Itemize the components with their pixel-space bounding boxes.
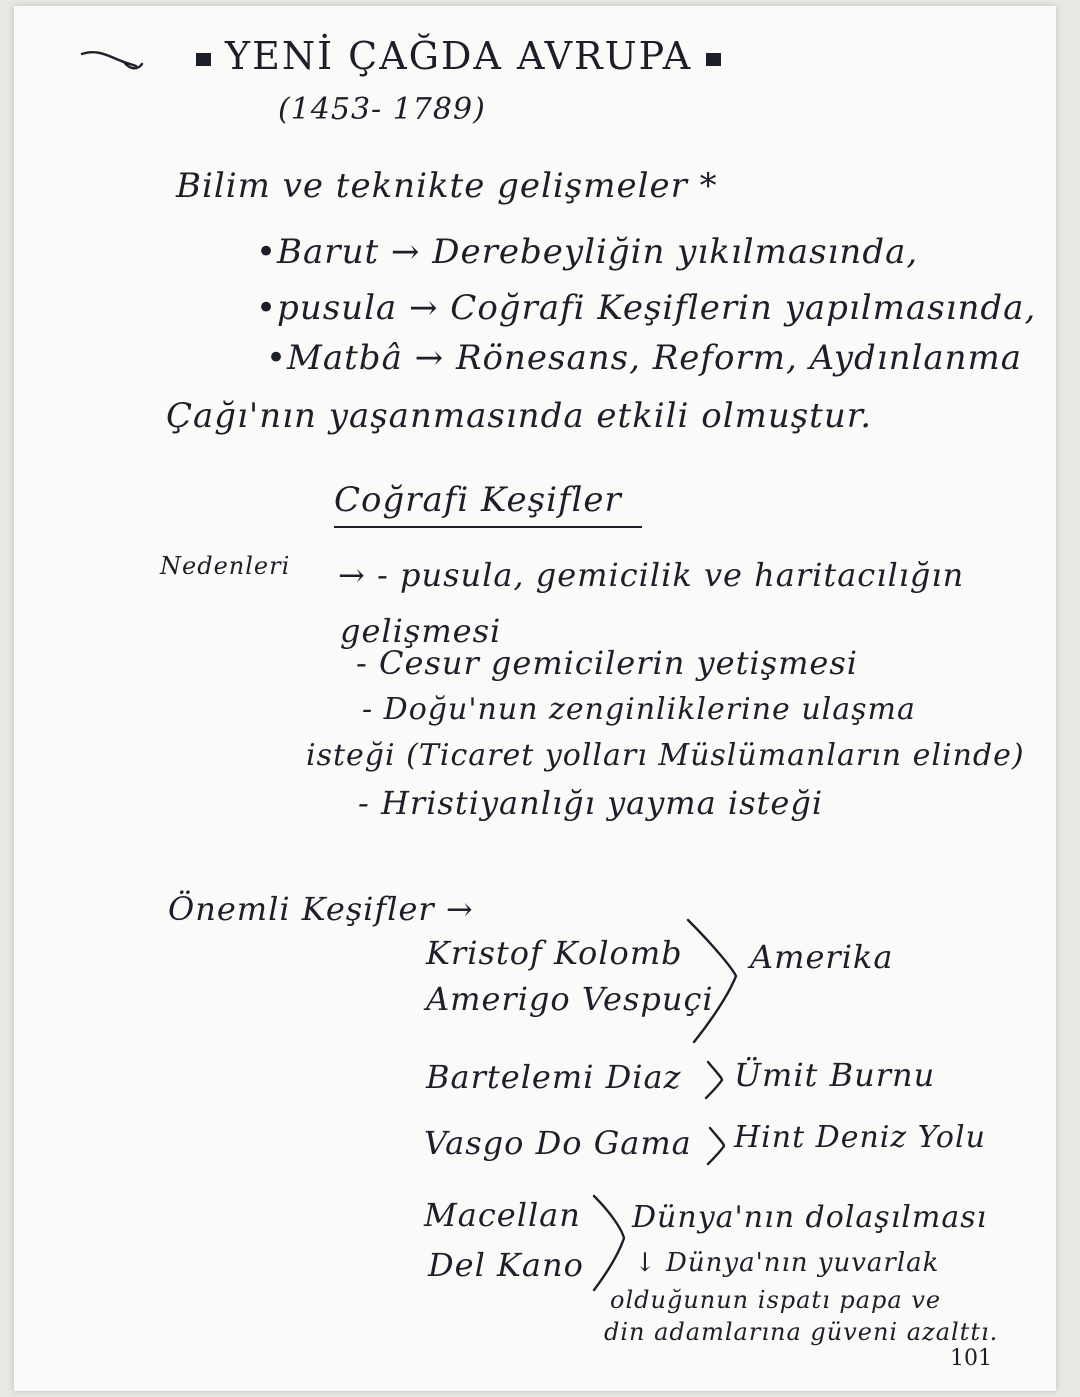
reason-line: gelişmesi [340, 612, 502, 650]
bracket-mark [684, 916, 744, 1046]
bullet-square-right [706, 53, 721, 66]
explorer-name: Amerigo Vespuçi [426, 980, 714, 1018]
discovery-note: din adamlarına güveni azalttı. [604, 1318, 999, 1346]
discovery-result: Amerika [750, 938, 894, 976]
bullet-square-left [196, 53, 211, 66]
discovery-result: Ümit Burnu [734, 1056, 936, 1094]
heading-underline [334, 526, 642, 528]
discovery-note: olduğunun ispatı papa ve [610, 1286, 942, 1314]
explorer-name: Macellan [424, 1196, 581, 1234]
reason-line: - Doğu'nun zenginliklerine ulaşma [362, 692, 916, 727]
discoveries-heading: Coğrafi Keşifler [334, 480, 622, 520]
science-line: •pusula → Coğrafi Keşiflerin yapılmasında, [256, 288, 1037, 328]
title-text: YENİ ÇAĞDA AVRUPA [225, 34, 693, 78]
page-number: 101 [950, 1346, 992, 1371]
bracket-mark [704, 1060, 728, 1100]
science-heading: Bilim ve teknikte gelişmeler * [176, 166, 718, 206]
reasons-label: Nedenleri [160, 552, 291, 580]
explorer-name: Kristof Kolomb [426, 934, 683, 972]
reason-line: isteği (Ticaret yolları Müslümanların elinde) [306, 738, 1025, 773]
science-line: •Barut → Derebeyliğin yıkılmasında, [256, 232, 919, 272]
reason-line: - Hristiyanlığı yayma isteği [358, 784, 824, 822]
reason-line: → - pusula, gemicilik ve haritacılığın [338, 556, 965, 594]
bracket-mark [590, 1194, 630, 1294]
science-line: Çağı'nın yaşanmasında etkili olmuştur. [166, 396, 873, 436]
page-title [196, 34, 721, 78]
science-line: •Matbâ → Rönesans, Reform, Aydınlanma [266, 338, 1023, 378]
reason-line: - Cesur gemicilerin yetişmesi [356, 644, 859, 682]
explorer-name: Bartelemi Diaz [426, 1058, 682, 1096]
discovery-note: ↓ Dünya'nın yuvarlak [634, 1248, 940, 1278]
important-heading: Önemli Keşifler → [168, 890, 474, 928]
title-years: (1453- 1789) [278, 92, 486, 127]
discovery-result: Dünya'nın dolaşılması [632, 1200, 988, 1235]
scribble-mark [78, 40, 148, 80]
explorer-name: Del Kano [428, 1246, 584, 1284]
bracket-mark [706, 1126, 730, 1166]
discovery-result: Hint Deniz Yolu [734, 1120, 986, 1155]
explorer-name: Vasgo Do Gama [424, 1124, 692, 1162]
